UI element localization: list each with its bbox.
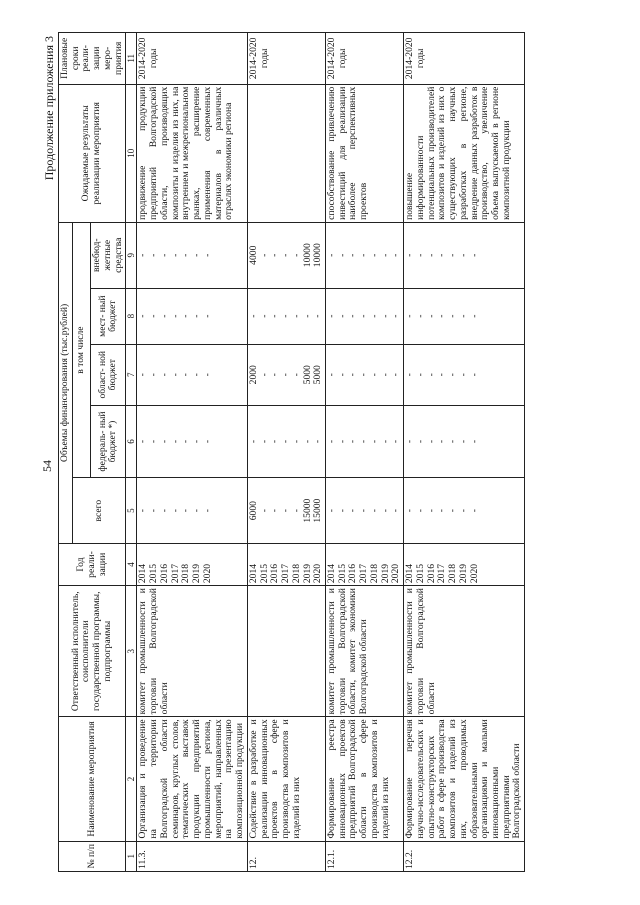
row-results: способствование привлечению инвестиций для реализации наиболее перспективных проектов	[325, 84, 403, 222]
col-index: 4	[126, 543, 137, 585]
row-responsible: комитет промышленности и торговли Волгоградской области	[137, 586, 247, 717]
header-local: мест- ный бюджет	[91, 288, 126, 344]
row-name: Формирование реестра инновационных проектов предприятий Волгоградской области в сфере производства композитов и изделий из них	[325, 717, 403, 841]
col-index: 11	[126, 33, 137, 85]
col-index: 1	[126, 841, 137, 871]
col-index: 7	[126, 344, 137, 405]
row-name: Содействие в разработке и реализации инновационных проектов в сфере производства композитов и изделий из них	[247, 717, 325, 841]
row-years: 2014 2015 2016 2017 2018 2019 2020	[325, 543, 403, 585]
table-row	[325, 33, 403, 872]
row-terms: 2014-2020 годы	[325, 33, 403, 85]
row-years: 2014 2015 2016 2017 2018 2019 2020	[404, 543, 525, 585]
row-federal: - - - - - - -	[137, 405, 247, 478]
row-results	[247, 84, 325, 222]
header-regional: област- ной бюджет	[91, 344, 126, 405]
col-index: 9	[126, 222, 137, 288]
row-total: - - - - - - -	[325, 478, 403, 544]
row-num: 11.3.	[137, 841, 247, 871]
row-years: 2014 2015 2016 2017 2018 2019 2020	[137, 543, 247, 585]
header-name: Наименование мероприятия	[59, 717, 126, 841]
page-number: 54	[40, 460, 54, 472]
row-extra: - - - - - - -	[137, 222, 247, 288]
continuation-label: Продолжение приложения 3	[42, 36, 56, 181]
row-federal: - - - - - - -	[404, 405, 525, 478]
row-responsible	[247, 586, 325, 717]
header-year: Год реали- зации	[59, 543, 126, 585]
row-regional: - - - - - - -	[404, 344, 525, 405]
row-local: - - - - - - -	[247, 288, 325, 344]
header-num: № п/п	[59, 841, 126, 871]
row-total: 6000 - - - - 15000 15000	[247, 478, 325, 544]
row-local: - - - - - - -	[404, 288, 525, 344]
rotated-page	[40, 32, 600, 872]
row-extra: - - - - - - -	[325, 222, 403, 288]
row-responsible: комитет промышленности и торговли Волгоградской области, комитет экономики Волгоградской области	[325, 586, 403, 717]
row-total: - - - - - - -	[137, 478, 247, 544]
header-funding: Объемы финансирования (тыс.рублей)	[59, 222, 73, 543]
header-row-1	[59, 33, 73, 872]
col-index: 6	[126, 405, 137, 478]
column-index-row	[126, 33, 137, 872]
header-extra: внебюд- жетные средства	[91, 222, 126, 288]
row-federal: - - - - - - -	[247, 405, 325, 478]
row-terms: 2014-2020 годы	[137, 33, 247, 85]
row-terms: 2014-2020 годы	[404, 33, 525, 85]
table-row	[137, 33, 247, 872]
row-num: 12.	[247, 841, 325, 871]
row-regional: - - - - - - -	[325, 344, 403, 405]
row-responsible: комитет промышленности и торговли Волгоградской области	[404, 586, 525, 717]
row-regional: - - - - - - -	[137, 344, 247, 405]
row-regional: 2000 - - - - 5000 5000	[247, 344, 325, 405]
col-index: 10	[126, 84, 137, 222]
row-local: - - - - - - -	[137, 288, 247, 344]
header-federal: федераль- ный бюджет *)	[91, 405, 126, 478]
header-terms: Плановые сроки реали- зации меро- приятия	[59, 33, 126, 85]
header-total: всего	[72, 478, 126, 544]
row-name: Формирование перечня научно-исследовательских и опытно-конструкторских работ в сфере производства композитов и изделий из них, проводимых образовательными организациями и малыми инновационными предприятиями Волгоградской области	[404, 717, 525, 841]
row-results: повышение информированности потенциальных производителей композитов и изделий из них о существующих научных разработках в регионе, внедрение данных разработок в производство, увеличение объема выпускаемой в регионе композитной продукции	[404, 84, 525, 222]
row-years: 2014 2015 2016 2017 2018 2019 2020	[247, 543, 325, 585]
col-index: 2	[126, 717, 137, 841]
row-results: продвижение продукции предприятий Волгоградской области, производящих композиты и изделия из них, на внутреннем и межрегиональном рынках, расширение применения современных материалов в различных отраслях экономики региона	[137, 84, 247, 222]
row-extra: 4000 - - - - 10000 10000	[247, 222, 325, 288]
row-terms: 2014-2020 годы	[247, 33, 325, 85]
row-num: 12.1.	[325, 841, 403, 871]
row-num: 12.2.	[404, 841, 525, 871]
col-index: 3	[126, 586, 137, 717]
row-extra: - - - - - - -	[404, 222, 525, 288]
row-total: - - - - - - -	[404, 478, 525, 544]
table-row	[247, 33, 325, 872]
col-index: 8	[126, 288, 137, 344]
header-results: Ожидаемые результаты реализации мероприятия	[59, 84, 126, 222]
header-responsible: Ответственный исполнитель, соисполнители государственной программы, подпрограммы	[59, 586, 126, 717]
program-activities-table	[58, 32, 525, 872]
table-row	[404, 33, 525, 872]
row-name: Организация и проведение на территории Волгоградской области семинаров, круглых столов, тематических выставок продукции предприятий промышленности региона, мероприятий, направленных на презентацию композиционной продукции	[137, 717, 247, 841]
row-federal: - - - - - - -	[325, 405, 403, 478]
row-local: - - - - - - -	[325, 288, 403, 344]
col-index: 5	[126, 478, 137, 544]
header-incl: в том числе	[72, 222, 90, 477]
